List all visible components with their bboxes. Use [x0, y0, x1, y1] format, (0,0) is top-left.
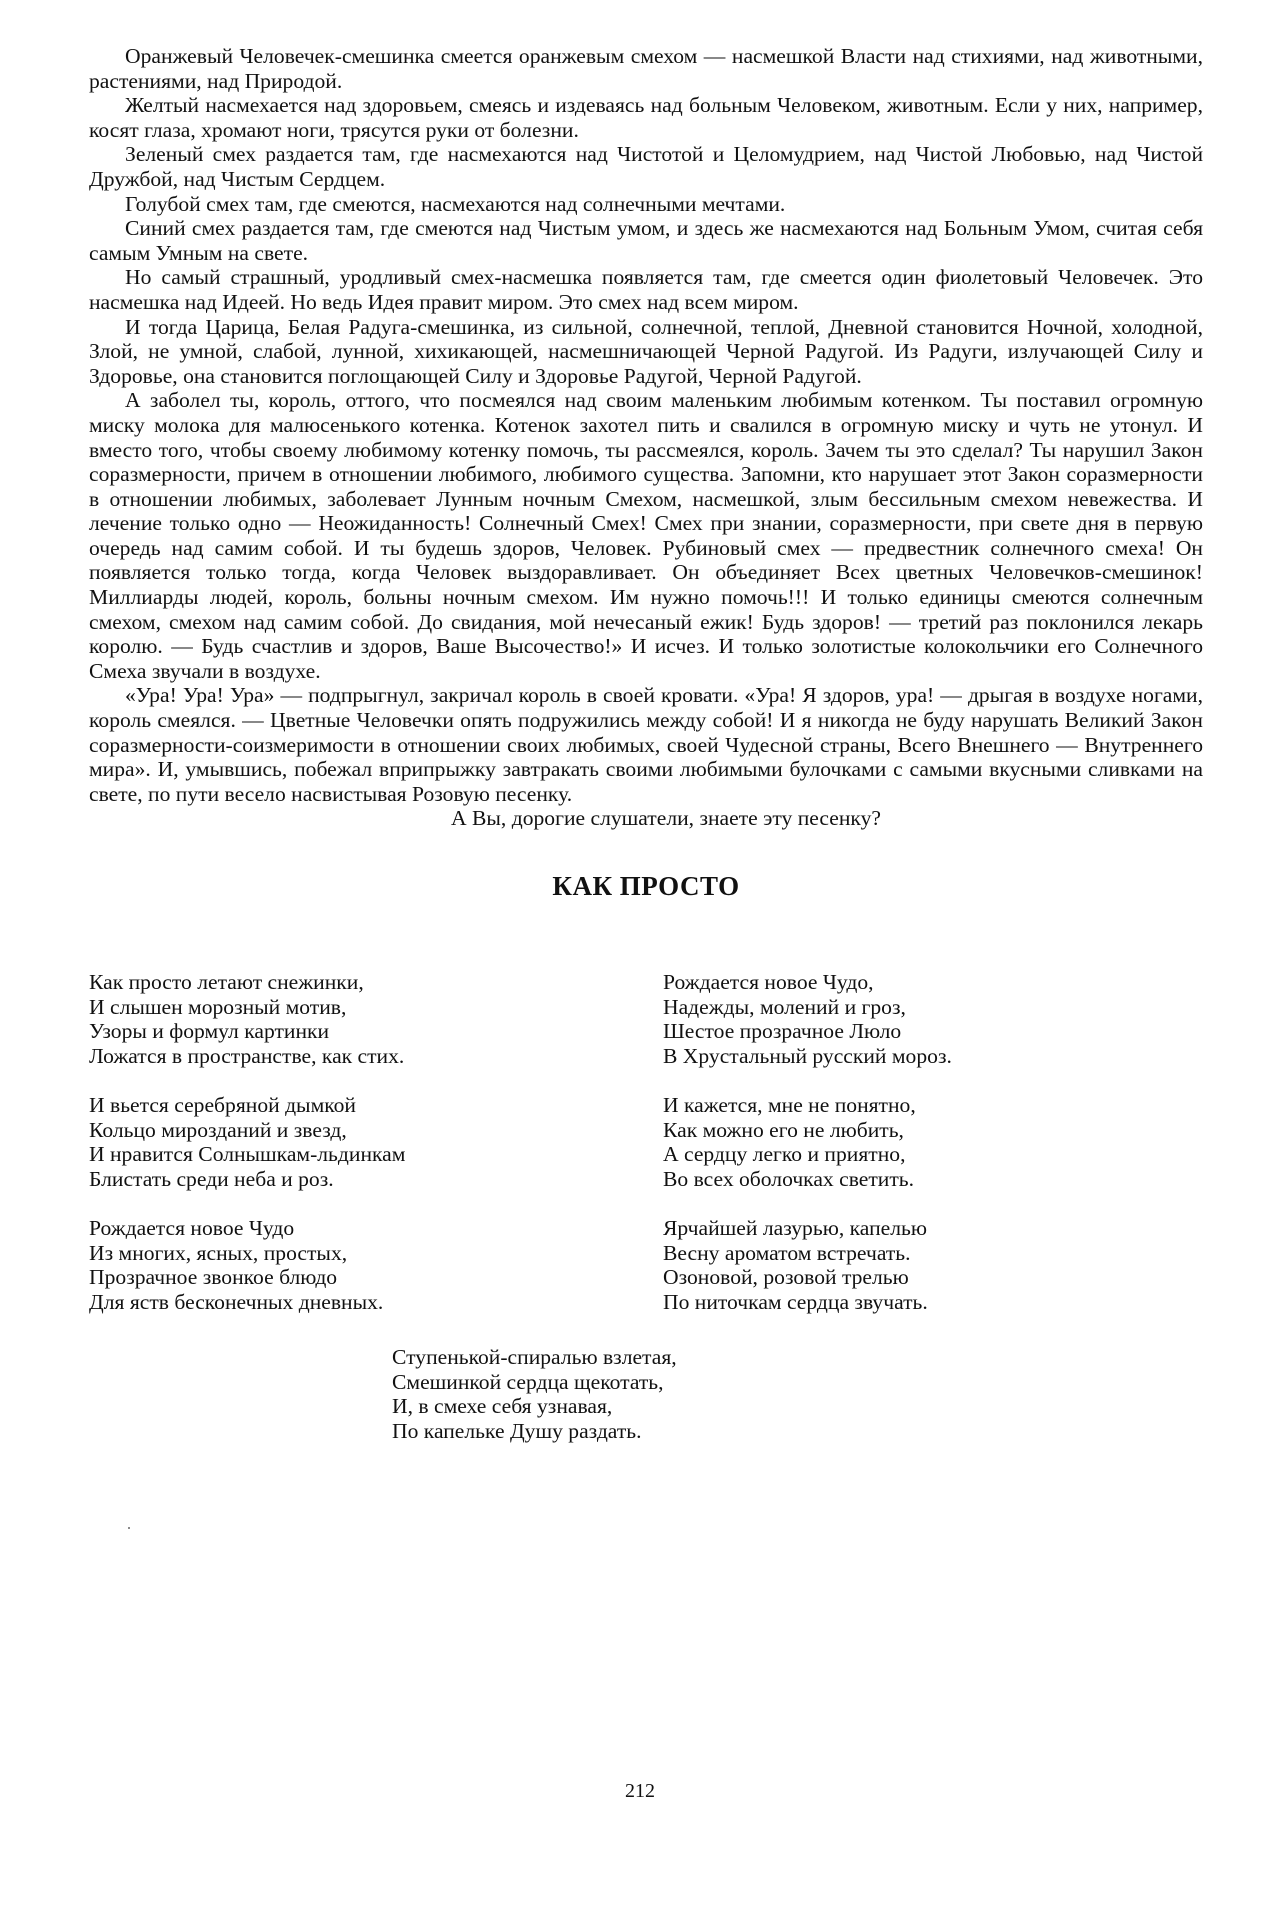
- paragraph: «Ура! Ура! Ура» — подпрыгнул, закричал король в своей кровати. «Ура! Я здоров, ура! — дрыгая в воздухе ногами, король смеялся. — Цветные Человечки опять подружились между собой! И я никогда не буду нарушать Великий Закон соразмерности-соизмеримости в отношении своих любимых, своей Чудесной страны, Всего Внешнего — Внутреннего мира». И, умывшись, побежал вприпрыжку завтракать своими любимыми булочками с самыми вкусными сливками на свете, по пути весело насвистывая Розовую песенку.: [89, 683, 1203, 806]
- verse-line: По ниточкам сердца звучать.: [663, 1289, 928, 1314]
- verse-line: Ярчайшей лазурью, капелью: [663, 1215, 927, 1240]
- paragraph: Желтый насмехается над здоровьем, смеясь и издеваясь над больным Человеком, животным. Если у них, например, косят глаза, хромают ноги, трясутся руки от болезни.: [89, 93, 1203, 142]
- paragraph: Но самый страшный, уродливый смех-насмешка появляется там, где смеется один фиолетовый Человечек. Это насмешка над Идеей. Но ведь Идея правит миром. Это смех над всем миром.: [89, 265, 1203, 314]
- verse-line: Смешинкой сердца щекотать,: [392, 1369, 664, 1394]
- verse-line: Ступенькой-спиралью взлетая,: [392, 1344, 677, 1369]
- verse-line: Надежды, молений и гроз,: [663, 994, 906, 1019]
- final-stanza: [392, 1345, 1203, 1443]
- page-number: 212: [625, 1780, 655, 1802]
- paragraph: И тогда Царица, Белая Радуга-смешинка, из сильной, солнечной, теплой, Дневной становится Ночной, холодной, Злой, не умной, слабой, лунной, хихикающей, насмешничающей Черной Радугой. Из Радуги, излучающей Силу и Здоровье, она становится поглощающей Силу и Здоровье Радугой, Черной Радугой.: [89, 314, 1203, 388]
- stanza: [89, 970, 663, 1068]
- verse-line: Рождается новое Чудо: [89, 1215, 295, 1240]
- verse-line: Узоры и формул картинки: [89, 1019, 330, 1044]
- verse-line: Озоновой, розовой трелью: [663, 1265, 909, 1290]
- verse-line: И слышен морозный мотив,: [89, 994, 347, 1019]
- verse-line: Как можно его не любить,: [663, 1117, 904, 1142]
- verse-line: Для яств бесконечных дневных.: [89, 1289, 384, 1314]
- closing-question: А Вы, дорогие слушатели, знаете эту песенку?: [451, 806, 881, 831]
- verse-line: Весну ароматом встречать.: [663, 1240, 911, 1265]
- stanza: [89, 1093, 663, 1191]
- verse-line: Ложатся в пространстве, как стих.: [89, 1043, 405, 1068]
- verse-line: Во всех оболочках светить.: [663, 1166, 915, 1191]
- page-content: [89, 44, 1203, 1443]
- verse-line: Шестое прозрачное Люло: [663, 1019, 902, 1044]
- paragraph: Синий смех раздается там, где смеются над Чистым умом, и здесь же насмехаются над Больным Умом, считая себя самым Умным на свете.: [89, 216, 1203, 265]
- stanza: [663, 1093, 1203, 1191]
- paragraph: Зеленый смех раздается там, где насмехаются над Чистотой и Целомудрием, над Чистой Любовью, над Чистой Дружбой, над Чистым Сердцем.: [89, 142, 1203, 191]
- stanza: [663, 970, 1203, 1068]
- verse-line: А сердцу легко и приятно,: [663, 1142, 906, 1167]
- verse-line: Рождается новое Чудо,: [663, 970, 874, 994]
- verse-line: И вьется серебряной дымкой: [89, 1092, 356, 1117]
- stanza: [89, 1216, 663, 1314]
- verse-line: По капельке Душу раздать.: [392, 1418, 642, 1443]
- verse-line: Прозрачное звонкое блюдо: [89, 1265, 338, 1290]
- verse-line: И нравится Солнышкам-льдинкам: [89, 1142, 406, 1167]
- poem-body: [89, 970, 1203, 1339]
- poem-title: КАК ПРОСТО: [552, 871, 740, 901]
- verse-line: Как просто летают снежинки,: [89, 970, 364, 994]
- verse-line: И кажется, мне не понятно,: [663, 1092, 916, 1117]
- poem-column-right: [663, 970, 1203, 1339]
- prose-section: [89, 44, 1203, 831]
- speck: [128, 1527, 130, 1529]
- verse-line: Из многих, ясных, простых,: [89, 1240, 348, 1265]
- verse-line: В Хрустальный русский мороз.: [663, 1043, 952, 1068]
- verse-line: И, в смехе себя узнавая,: [392, 1394, 613, 1419]
- paragraph: А заболел ты, король, оттого, что посмеялся над своим маленьким любимым котенком. Ты поставил огромную миску молока для малюсенького котенка. Котенок захотел пить и свалился в огромную миску и чуть не утонул. И вместо того, чтобы своему любимому котенку помочь, ты рассмеялся, король. Зачем ты это сделал? Ты нарушил Закон соразмерности, причем в отношении любимого, любимого существа. Запомни, кто нарушает этот Закон соразмерности в отношении любимых, заболевает Лунным ночным Смехом, насмешкой, злым бессильным смехом невежества. И лечение только одно — Неожиданность! Солнечный Смех! Смех при знании, соразмерности, при свете дня в первую очередь над самим собой. И ты будешь здоров, Человек. Рубиновый смех — предвестник солнечного смеха! Он появляется только тогда, когда Человек выздоравливает. Он объединяет Всех цветных Человечков-смешинок! Миллиарды людей, король, больны ночным смехом. Им нужно помочь!!! И только единицы смеются солнечным смехом, смехом над самим собой. До свидания, мой нечесаный ежик! Будь здоров! — третий раз поклонился лекарь королю. — Будь счастлив и здоров, Ваше Высочество!» И исчез. И только золотистые колокольчики его Солнечного Смеха звучали в воздухе.: [89, 388, 1203, 683]
- verse-line: Кольцо мирозданий и звезд,: [89, 1117, 347, 1142]
- verse-line: Блистать среди неба и роз.: [89, 1166, 334, 1191]
- poem-column-left: [89, 970, 663, 1339]
- paragraph: Голубой смех там, где смеются, насмехаются над солнечными мечтами.: [125, 191, 786, 216]
- stanza: [663, 1216, 1203, 1314]
- paragraph: Оранжевый Человечек-смешинка смеется оранжевым смехом — насмешкой Власти над стихиями, над животными, растениями, над Природой.: [89, 44, 1203, 93]
